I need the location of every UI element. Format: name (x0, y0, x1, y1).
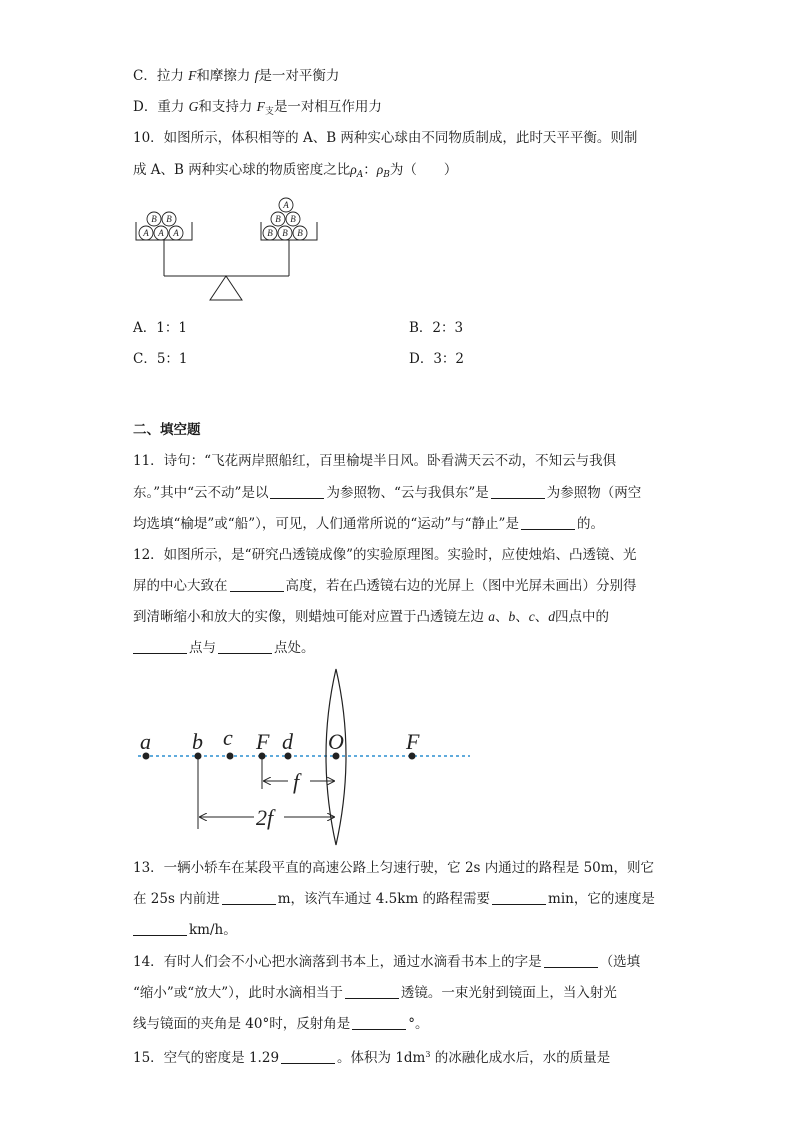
q13-line3: km/h。 (133, 920, 237, 940)
label-d: d (282, 729, 293, 754)
q13-line1: 13．一辆小轿车在某段平直的高速公路上匀速行驶，它 2s 内通过的路程是 50m，则它 (133, 860, 655, 876)
answer-blank (222, 891, 276, 905)
label-a: a (140, 729, 151, 754)
ball-a-label: A (158, 228, 164, 238)
balance-figure (130, 188, 330, 303)
answer-blank (521, 516, 575, 530)
q10-option-a: A．1：1 (133, 320, 187, 336)
label-2f: 2f (256, 805, 274, 830)
label-f-left: F (256, 729, 270, 754)
fulcrum (210, 276, 242, 300)
q15-line1: 15．空气的密度是 1.29 。体积为 $1dm^3$ 的冰融化成水后，水的质量是 (133, 1050, 611, 1066)
lens-diagram (128, 665, 478, 850)
q14-line3: 线与镜面的夹角是 40°时，反射角是 °。 (133, 1016, 429, 1032)
ball-b-label: B (151, 214, 157, 224)
label-f: f (293, 769, 300, 794)
answer-blank (281, 1050, 335, 1064)
ball-b-label: B (282, 228, 288, 238)
answer-blank (352, 1016, 406, 1030)
ball-a-label: A (173, 228, 179, 238)
q12-line2: 屏的中心大致在 高度，若在凸透镜右边的光屏上（图中光屏未画出）分别得 (133, 578, 637, 594)
label-o: O (328, 729, 344, 754)
answer-blank (345, 985, 399, 999)
answer-blank (218, 640, 272, 654)
q10-stem-line1: 10．如图所示，体积相等的 A、B 两种实心球由不同物质制成，此时天平平衡。则制 (133, 130, 638, 146)
ball-b-label: B (267, 228, 273, 238)
q11-line3: 均选填“榆堤”或“船”），可见，人们通常所说的“运动”与“静止”是 的。 (133, 516, 604, 532)
q9-option-c: C．拉力 F和摩擦力 f是一对平衡力 (133, 68, 340, 84)
ball-a-label: A (143, 228, 149, 238)
answer-blank (492, 891, 546, 905)
answer-blank (270, 485, 324, 499)
ball-a-label: A (283, 200, 289, 210)
q10-option-d: D．3：2 (409, 351, 465, 367)
answer-blank (230, 578, 284, 592)
q12-line3: 到清晰缩小和放大的实像，则蜡烛可能对应置于凸透镜左边 a、b、c、d四点中的 (133, 609, 610, 625)
q10-option-b: B．2：3 (409, 320, 464, 336)
answer-blank (133, 922, 187, 936)
q12-line1: 12．如图所示，是“研究凸透镜成像”的实验原理图。实验时，应使烛焰、凸透镜、光 (133, 547, 637, 563)
q14-line1: 14．有时人们会不小心把水滴落到书本上，通过水滴看书本上的字是 （选填 (133, 954, 641, 970)
q10-option-c: C．5：1 (133, 351, 188, 367)
ball-b-label: B (166, 214, 172, 224)
label-f-right: F (406, 729, 420, 754)
label-c: c (223, 725, 233, 750)
q12-line4: 点与 点处。 (133, 638, 315, 658)
ball-b-label: B (297, 228, 303, 238)
q13-line2: 在 25s 内前进 m，该汽车通过 4.5km 的路程需要 min，它的速度是 (133, 891, 655, 907)
q11-line2: 东。”其中“云不动”是以 为参照物、“云与我俱东”是 为参照物（两空 (133, 485, 642, 501)
q9-option-d: D．重力 G和支持力 $F_支$是一对相互作用力 (133, 99, 382, 117)
answer-blank (544, 954, 598, 968)
ball-b-label: B (290, 214, 296, 224)
answer-blank (133, 640, 187, 654)
section-title: 二、填空题 (133, 422, 201, 438)
q10-stem-line2: 成 A、B 两种实心球的物质密度之比$\rho_A$：$\rho_B$为（ ） (133, 162, 458, 180)
q14-line2: “缩小”或“放大”），此时水滴相当于 透镜。一束光射到镜面上，当入射光 (133, 985, 617, 1001)
answer-blank (491, 485, 545, 499)
label-b: b (192, 729, 203, 754)
ball-b-label: B (275, 214, 281, 224)
point-c (227, 753, 234, 760)
q11-line1: 11．诗句：“飞花两岸照船红，百里榆堤半日风。卧看满天云不动，不知云与我俱 (133, 453, 617, 469)
